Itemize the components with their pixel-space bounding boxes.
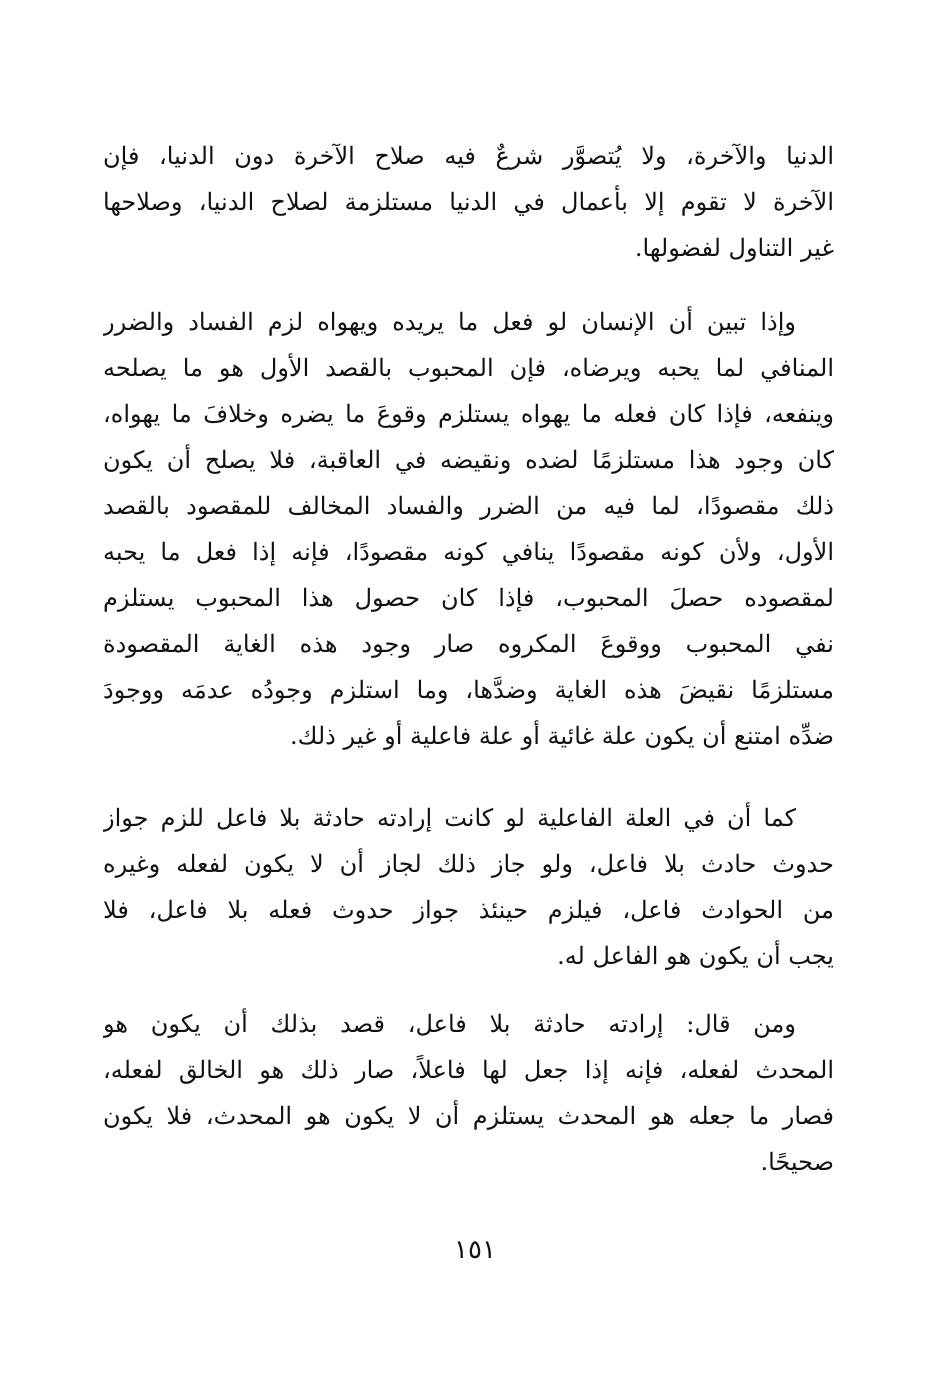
page-number: ١٥١ bbox=[454, 1235, 496, 1265]
paragraph-1 bbox=[103, 133, 834, 271]
text-line: نفي المحبوب ووقوعَ المكروه صار وجود هذه الغاية المقصودة bbox=[103, 630, 834, 658]
text-line: ضدِّه امتنع أن يكون علة غائية أو علة فاعلية أو غير ذلك. bbox=[290, 722, 834, 750]
paragraph-2 bbox=[103, 299, 834, 759]
text-line: الأول، ولأن كونه مقصودًا ينافي كونه مقصودًا، فإنه إذا فعل ما يحبه bbox=[103, 538, 834, 566]
text-line: المنافي لما يحبه ويرضاه، فإن المحبوب بالقصد الأول هو ما يصلحه bbox=[103, 354, 834, 382]
text-line: وينفعه، فإذا كان فعله ما يهواه يستلزم وقوعَ ما يضره وخلافَ ما يهواه، bbox=[103, 400, 834, 428]
text-line: كما أن في العلة الفاعلية لو كانت إرادته حادثة بلا فاعل للزم جواز bbox=[103, 804, 796, 832]
text-line: فصار ما جعله هو المحدث يستلزم أن لا يكون هو المحدث، فلا يكون bbox=[103, 1102, 834, 1130]
text-line: الآخرة لا تقوم إلا بأعمال في الدنيا مستلزمة لصلاح الدنيا، وصلاحها bbox=[103, 188, 834, 216]
text-line: كان وجود هذا مستلزمًا لضده ونقيضه في العاقبة، فلا يصلح أن يكون bbox=[103, 446, 834, 474]
text-line: الدنيا والآخرة، ولا يُتصوَّر شرعٌ فيه صلاح الآخرة دون الدنيا، فإن bbox=[103, 142, 834, 170]
text-line: وإذا تبين أن الإنسان لو فعل ما يريده ويهواه لزم الفساد والضرر bbox=[103, 308, 796, 336]
text-line: المحدث لفعله، فإنه إذا جعل لها فاعلاً، صار ذلك هو الخالق لفعله، bbox=[103, 1056, 834, 1084]
text-line: يجب أن يكون هو الفاعل له. bbox=[557, 942, 834, 970]
paragraph-4 bbox=[103, 1001, 834, 1185]
text-line: ذلك مقصودًا، لما فيه من الضرر والفساد المخالف للمقصود بالقصد bbox=[103, 492, 834, 520]
text-line: مستلزمًا نقيضَ هذه الغاية وضدَّها، وما استلزم وجودُه عدمَه ووجودَ bbox=[103, 676, 834, 704]
text-line: صحيحًا. bbox=[760, 1148, 834, 1176]
paragraph-3 bbox=[103, 795, 834, 979]
text-line: من الحوادث فاعل، فيلزم حينئذ جواز حدوث فعله بلا فاعل، فلا bbox=[103, 896, 834, 924]
text-line: غير التناول لفضولها. bbox=[634, 234, 834, 262]
text-line: لمقصوده حصلَ المحبوب، فإذا كان حصول هذا المحبوب يستلزم bbox=[103, 584, 834, 612]
text-line: حدوث حادث بلا فاعل، ولو جاز ذلك لجاز أن لا يكون لفعله وغيره bbox=[103, 850, 834, 878]
text-line: ومن قال: إرادته حادثة بلا فاعل، قصد بذلك أن يكون هو bbox=[103, 1010, 796, 1038]
